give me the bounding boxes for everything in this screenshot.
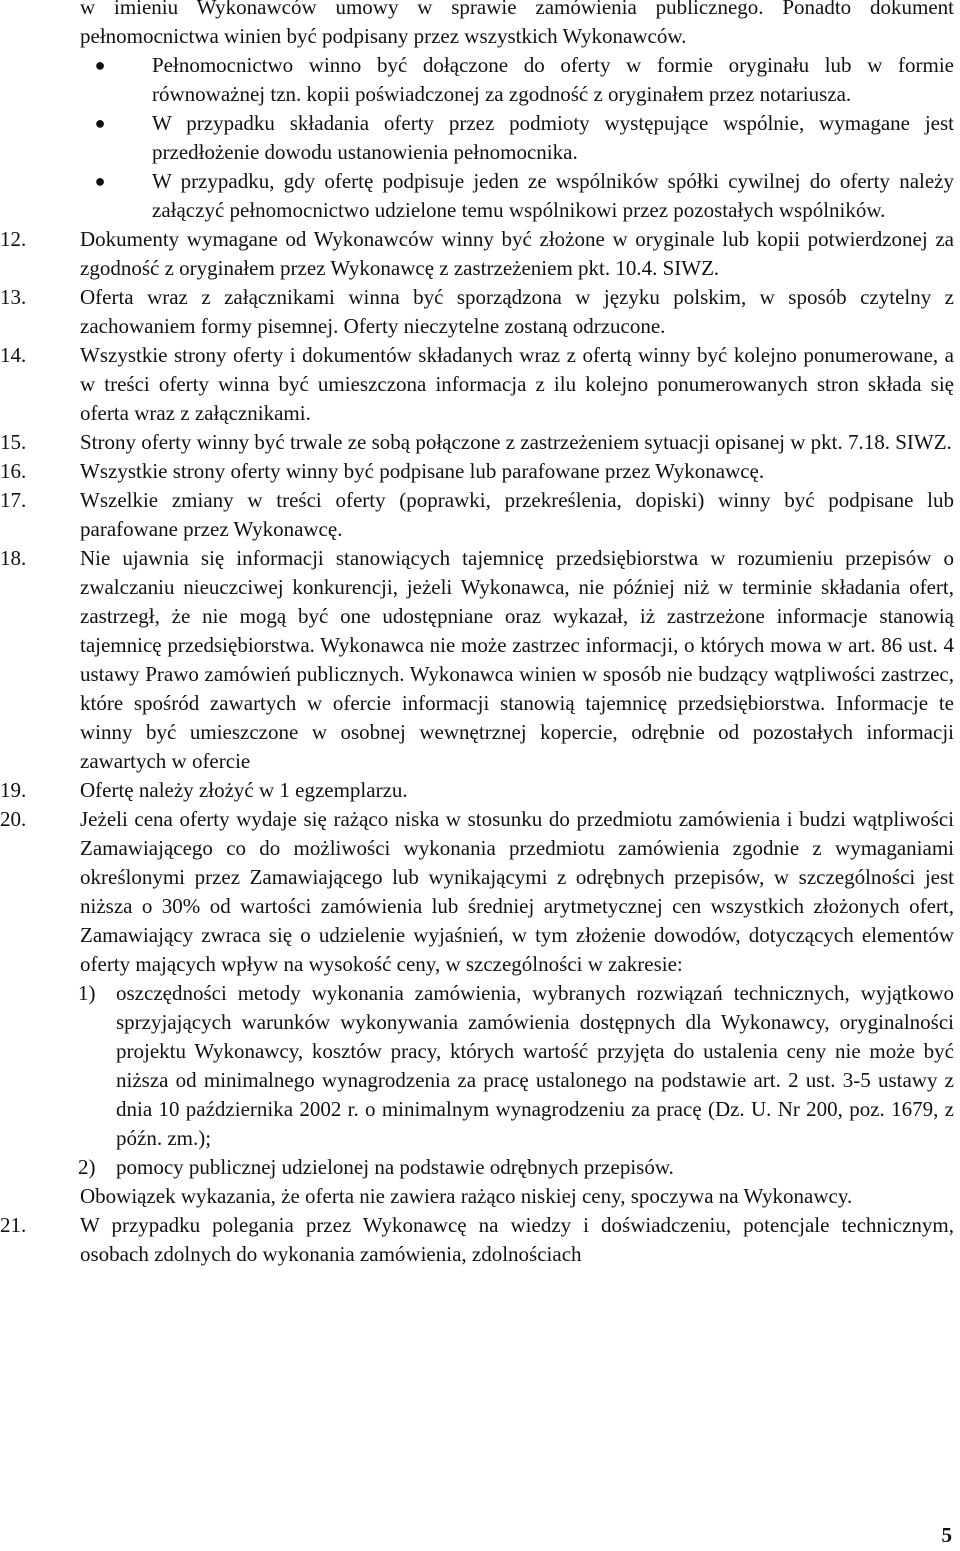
bullet-icon: ● <box>94 171 106 191</box>
sub-item-2 <box>78 1153 954 1182</box>
item-number: 15. <box>0 430 27 454</box>
bullet-text: Pełnomocnictwo winno być dołączone do oferty w formie oryginału lub w formie równoważnej tzn. kopii poświadczonej za zgodność z oryginałem przez notariusza. <box>152 53 954 106</box>
page-number: 5 <box>941 1523 952 1547</box>
item-number: 14. <box>0 343 27 367</box>
item-text: Nie ujawnia się informacji stanowiących tajemnicę przedsiębiorstwa w rozumieniu przepisów o zwalczaniu nieuczciwej konkurencji, jeżeli Wykonawca, nie później niż w terminie składania ofert, zastrzegł, że nie mogą być one udostępniane oraz wykazał, iż zastrzeżone informacje stanowią tajemnicę przedsiębiorstwa. Wykonawca nie może zastrzec informacji, o których mowa w art. 86 ust. 4 ustawy Prawo zamówień publicznych. Wykonawca winien w sposób nie budzący wątpliwości zastrzec, które spośród zawartych w ofercie informacji stanowią tajemnicę przedsiębiorstwa. Informacje te winny być umieszczone w osobnej wewnętrznej kopercie, odrębnie od pozostałych informacji zawartych w ofercie <box>80 546 954 773</box>
item-number: 18. <box>0 546 27 570</box>
item-text: Wszystkie strony oferty i dokumentów składanych wraz z ofertą winny być kolejno ponumerowane, a w treści oferty winna być umieszczona informacja z ilu kolejno ponumerowanych stron składa się oferta wraz z załącznikami. <box>80 343 954 425</box>
item-text: Dokumenty wymagane od Wykonawców winny być złożone w oryginale lub kopii potwierdzonej za zgodność z oryginałem przez Wykonawcę z zastrzeżeniem pkt. 10.4. SIWZ. <box>80 227 954 280</box>
intro-continuation: w imieniu Wykonawców umowy w sprawie zamówienia publicznego. Ponadto dokument pełnomocnictwa winien być podpisany przez wszystkich Wykonawców. <box>80 0 954 48</box>
numbered-item-20 <box>0 805 954 979</box>
numbered-item-19 <box>0 776 954 805</box>
item-number: 16. <box>0 459 27 483</box>
numbered-item-21 <box>0 1211 954 1269</box>
item-text: W przypadku polegania przez Wykonawcę na wiedzy i doświadczeniu, potencjale technicznym, osobach zdolnych do wykonania zamówienia, zdolnościach <box>80 1213 954 1266</box>
sub-item-text: pomocy publicznej udzielonej na podstawie odrębnych przepisów. <box>116 1155 674 1179</box>
bullet-text: W przypadku, gdy ofertę podpisuje jeden ze wspólników spółki cywilnej do oferty należy załączyć pełnomocnictwo udzielone temu wspólnikowi przez pozostałych wspólników. <box>152 169 954 222</box>
bullet-item <box>94 167 954 225</box>
item-20-closing: Obowiązek wykazania, że oferta nie zawiera rażąco niskiej ceny, spoczywa na Wykonawcy. <box>80 1184 853 1208</box>
numbered-item-18 <box>0 544 954 776</box>
item-number: 12. <box>0 227 27 251</box>
sub-item-1 <box>78 979 954 1153</box>
numbered-item-12 <box>0 225 954 283</box>
bullet-icon: ● <box>94 113 106 133</box>
sub-item-number: 1) <box>78 981 96 1005</box>
item-number: 13. <box>0 285 27 309</box>
item-text: Wszystkie strony oferty winny być podpisane lub parafowane przez Wykonawcę. <box>80 459 765 483</box>
item-text: Jeżeli cena oferty wydaje się rażąco niska w stosunku do przedmiotu zamówienia i budzi wątpliwości Zamawiającego co do możliwości wykonania przedmiotu zamówienia zgodnie z wymaganiami określonymi przez Zamawiającego lub wynikającymi z odrębnych przepisów, w szczególności jest niższa o 30% od wartości zamówienia lub średniej arytmetycznej cen wszystkich złożonych ofert, Zamawiający zwraca się o udzielenie wyjaśnień, w tym złożenie dowodów, dotyczących elementów oferty mających wpływ na wysokość ceny, w szczególności w zakresie: <box>80 807 954 976</box>
item-number: 21. <box>0 1213 27 1237</box>
item-text: Oferta wraz z załącznikami winna być sporządzona w języku polskim, w sposób czytelny z zachowaniem formy pisemnej. Oferty nieczytelne zostaną odrzucone. <box>80 285 954 338</box>
numbered-item-14 <box>0 341 954 428</box>
item-number: 20. <box>0 807 27 831</box>
numbered-item-13 <box>0 283 954 341</box>
item-number: 19. <box>0 778 27 802</box>
sub-item-number: 2) <box>78 1155 96 1179</box>
bullet-item <box>94 109 954 167</box>
item-text: Wszelkie zmiany w treści oferty (poprawki, przekreślenia, dopiski) winny być podpisane lub parafowane przez Wykonawcę. <box>80 488 954 541</box>
numbered-item-17 <box>0 486 954 544</box>
bullet-icon: ● <box>94 55 106 75</box>
item-text: Strony oferty winny być trwale ze sobą połączone z zastrzeżeniem sytuacji opisanej w pkt. 7.18. SIWZ. <box>80 430 952 454</box>
numbered-item-16 <box>0 457 954 486</box>
bullet-item <box>94 51 954 109</box>
item-number: 17. <box>0 488 27 512</box>
item-text: Ofertę należy złożyć w 1 egzemplarzu. <box>80 778 408 802</box>
bullet-text: W przypadku składania oferty przez podmioty występujące wspólnie, wymagane jest przedłożenie dowodu ustanowienia pełnomocnika. <box>152 111 954 164</box>
numbered-item-15 <box>0 428 954 457</box>
sub-item-text: oszczędności metody wykonania zamówienia, wybranych rozwiązań technicznych, wyjątkowo sprzyjających warunków wykonywania zamówienia dostępnych dla Wykonawcy, oryginalności projektu Wykonawcy, kosztów pracy, których wartość przyjęta do ustalenia ceny nie może być niższa od minimalnego wynagrodzenia za pracę ustalonego na podstawie art. 2 ust. 3-5 ustawy z dnia 10 października 2002 r. o minimalnym wynagrodzeniu za pracę (Dz. U. Nr 200, poz. 1679, z późn. zm.); <box>116 981 954 1150</box>
